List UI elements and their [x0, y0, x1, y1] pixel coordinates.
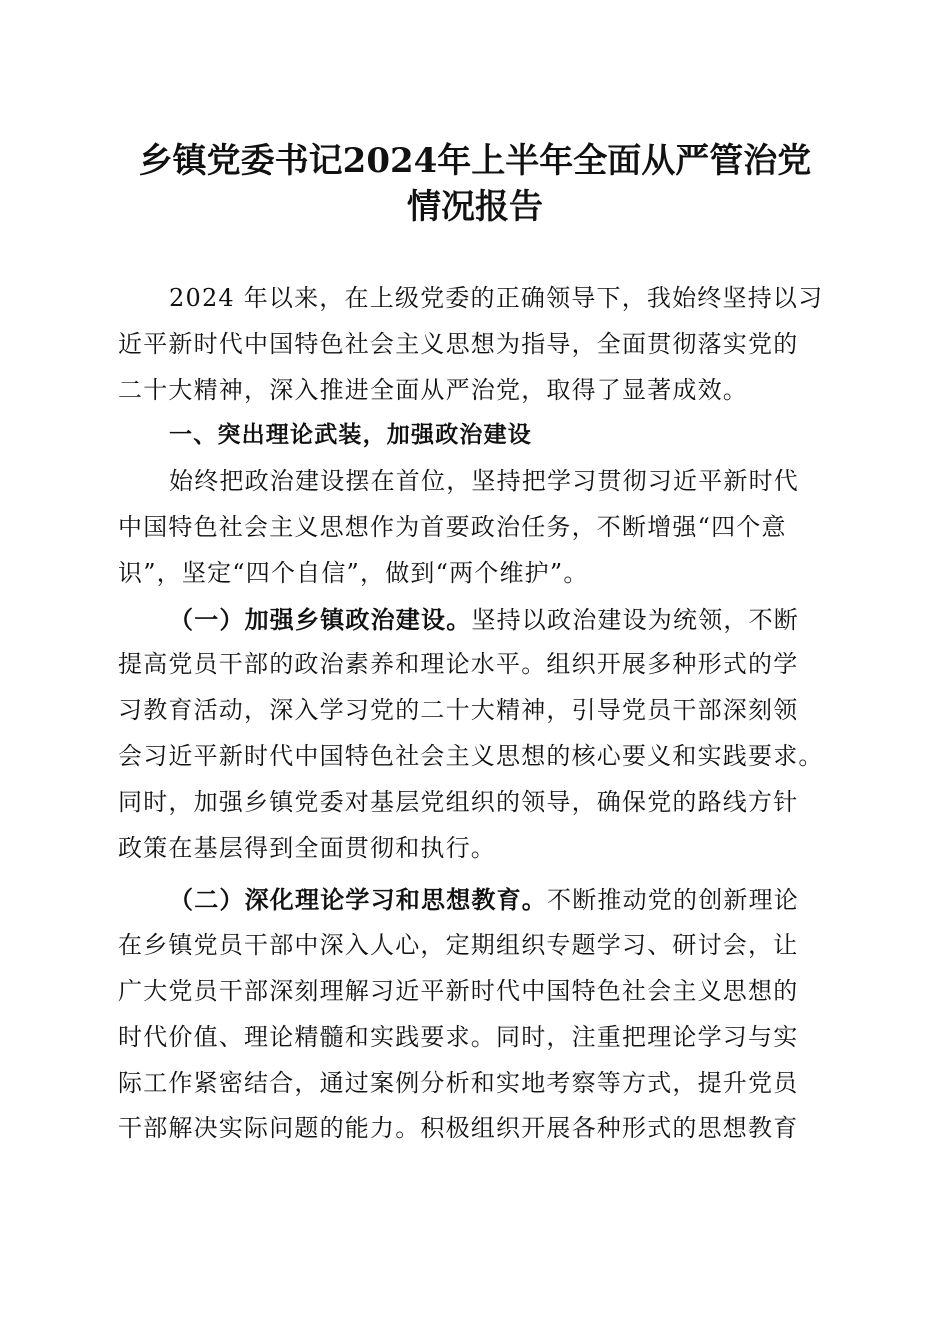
section-1-line: 始终把政治建设摆在首位，坚持把学习贯彻习近平新时代: [169, 467, 799, 496]
subsection-2-first-rest: 不断推动党的创新理论: [547, 886, 799, 915]
subsection-2-first-line: [118, 877, 832, 923]
section-1-heading: 一、突出理论武装，加强政治建设: [169, 422, 532, 449]
intro-line: 二十大精神，深入推进全面从严治党，取得了显著成效。: [118, 375, 748, 404]
intro-paragraph: [118, 276, 832, 413]
subsection-2-paragraph: [118, 877, 832, 1152]
subsection-1-paragraph: [118, 597, 832, 872]
document-title: [118, 138, 832, 230]
section-1-paragraph: [118, 459, 832, 596]
subsection-2-line: 时代价值、理论精髓和实践要求。同时，注重把理论学习与实: [118, 1022, 799, 1051]
title-line-2: 情况报告: [407, 187, 543, 227]
subsection-2-line: 广大党员干部深刻理解习近平新时代中国特色社会主义思想的: [118, 976, 799, 1005]
intro-line: 2024 年以来，在上级党委的正确领导下，我始终坚持以习: [169, 284, 824, 312]
subsection-1-line: 习教育活动，深入学习党的二十大精神，引导党员干部深刻领: [118, 696, 799, 725]
subsection-2-line: 干部解决实际问题的能力。积极组织开展各种形式的思想教育: [118, 1114, 799, 1143]
subsection-1-lead: （一）加强乡镇政治建设。: [169, 604, 472, 634]
subsection-1-line: 政策在基层得到全面贯彻和执行。: [118, 833, 496, 862]
section-1-line: 中国特色社会主义思想作为首要政治任务，不断增强“四个意: [118, 512, 787, 541]
subsection-2-lead: （二）深化理论学习和思想教育。: [169, 885, 547, 915]
subsection-1-line: 同时，加强乡镇党委对基层党组织的领导，确保党的路线方针: [118, 787, 799, 816]
intro-line: 近平新时代中国特色社会主义思想为指导，全面贯彻落实党的: [118, 329, 799, 358]
subsection-1-line: 会习近平新时代中国特色社会主义思想的核心要义和实践要求。: [118, 741, 824, 770]
section-1-line: 识”，坚定“四个自信”，做到“两个维护”。: [118, 558, 589, 587]
subsection-2-line: 际工作紧密结合，通过案例分析和实地考察等方式，提升党员: [118, 1068, 799, 1097]
subsection-2-line: 在乡镇党员干部中深入人心，定期组织专题学习、研讨会，让: [118, 931, 799, 960]
document-body: [118, 276, 832, 1152]
subsection-1-line: 提高党员干部的政治素养和理论水平。组织开展多种形式的学: [118, 650, 799, 679]
subsection-1-first-rest: 坚持以政治建设为统领，不断: [471, 605, 800, 634]
title-line-1: 乡镇党委书记2024年上半年全面从严管治党: [138, 141, 812, 181]
subsection-1-first-line: [118, 597, 832, 643]
